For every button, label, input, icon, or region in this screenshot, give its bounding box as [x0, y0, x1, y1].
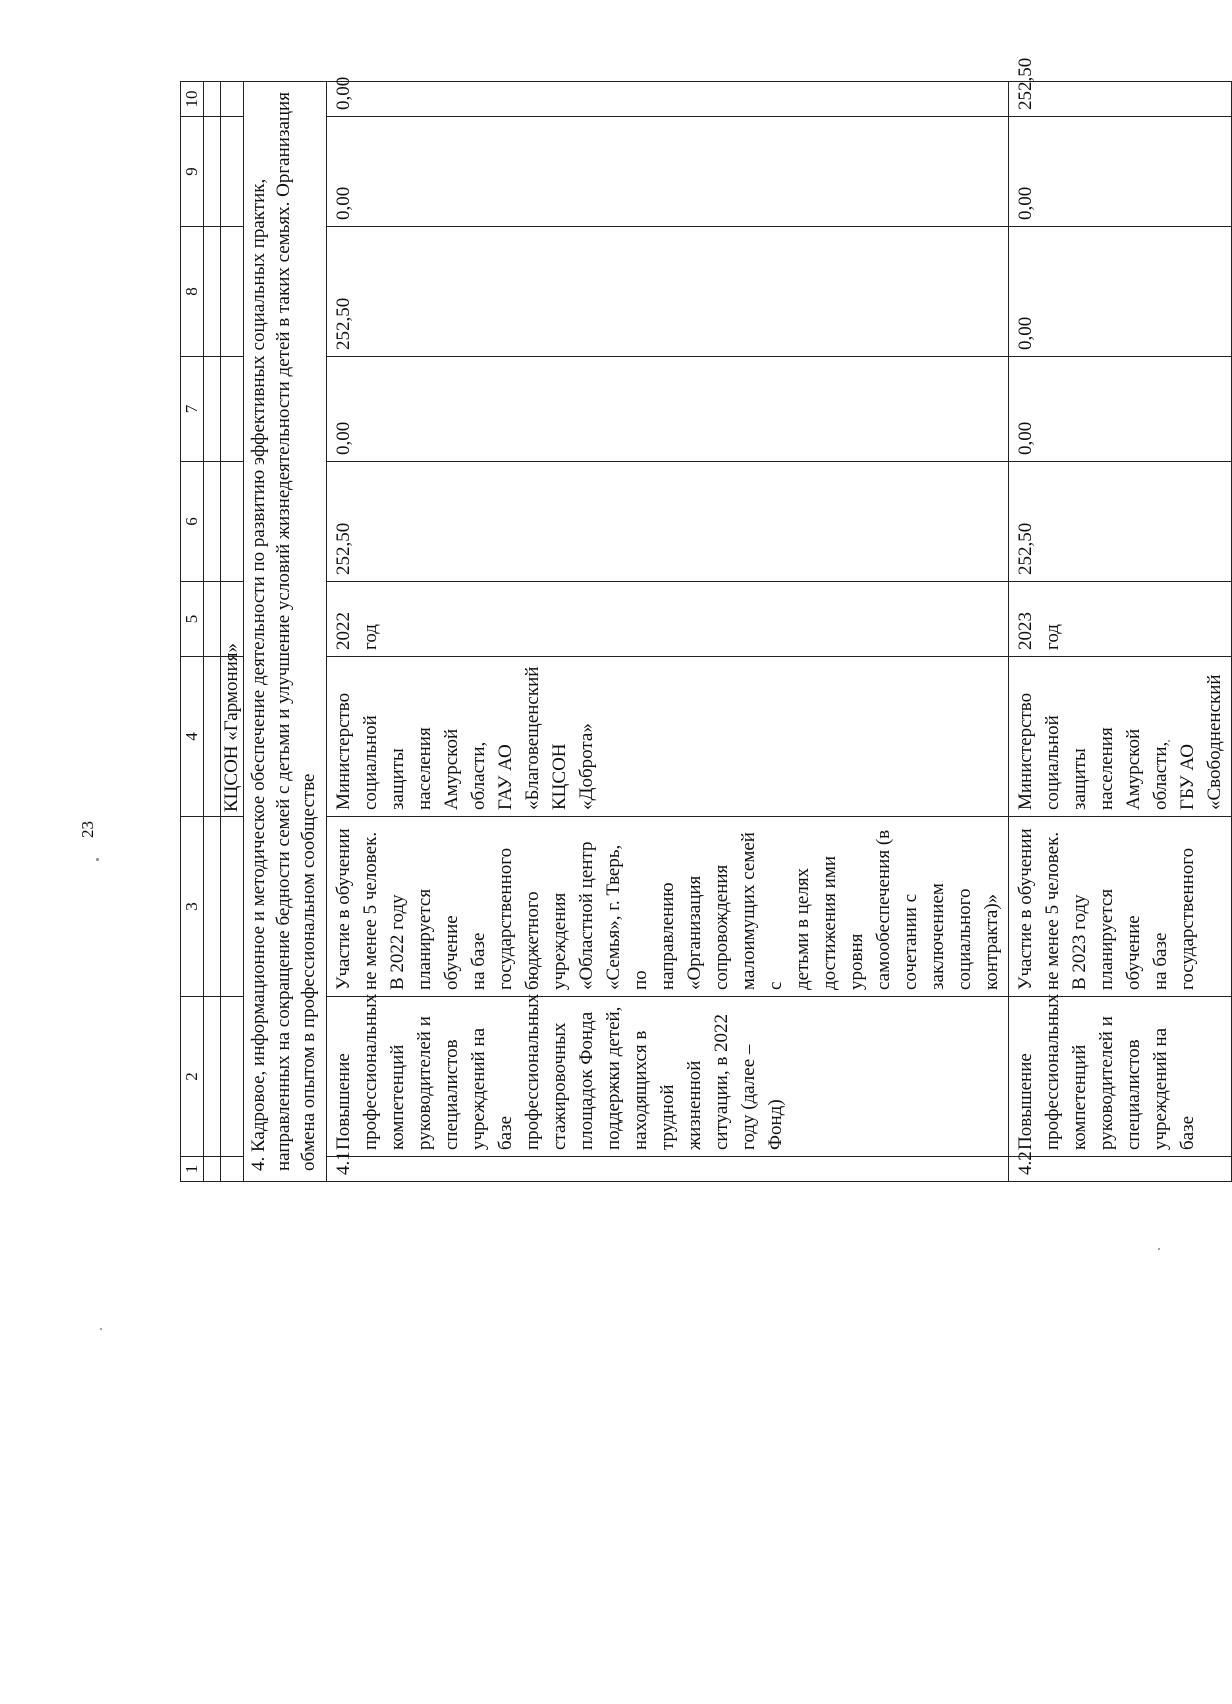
blank-cell — [221, 117, 244, 227]
org-continuation: КЦСОН «Гармония» — [221, 657, 244, 817]
amount-col7: 0,00 — [327, 357, 1009, 462]
measure-name: Повышение профессиональных компетенций руководителей и специалистов учреждений на базе профессиональных стажировочных площадок Фонда поддержки детей, находящихся в трудной жизненной ситуации, в 2022 году (далее – Фонд) — [327, 997, 1009, 1157]
blank-cell — [221, 82, 244, 117]
blank-cell — [221, 817, 244, 997]
executor: Министерство социальной защиты населения Амурской области, ГБУ АО «Свободненский — [1009, 657, 1232, 817]
blank-cell — [221, 1157, 244, 1182]
amount-col9: 0,00 — [1009, 117, 1232, 227]
amount-col8: 252,50 — [327, 227, 1009, 357]
column-number: 6 — [181, 462, 204, 582]
continuation-row — [221, 82, 244, 1182]
scan-speck — [1168, 740, 1170, 742]
table-row — [327, 82, 1009, 1182]
column-number: 4 — [181, 657, 204, 817]
measure-name: Повышение профессиональных компетенций руководителей и специалистов учреждений на базе — [1009, 997, 1232, 1157]
column-number-row — [181, 82, 204, 1182]
amount-col7: 0,00 — [1009, 357, 1232, 462]
blank-cell — [204, 582, 221, 657]
blank-cell — [204, 462, 221, 582]
amount-col10: 0,00 — [327, 82, 1009, 117]
expected-result: Участие в обучении не менее 5 человек. В 2022 году планируется обучение на базе государственного бюджетного учреждения «Областной центр «Семья», г. Тверь, по направлению «Организация сопровождения малоимущих семей с детьми в целях достижения ими уровня самообеспечения (в сочетании с заключением социального контракта)» — [327, 817, 1009, 997]
amount-total: 252,50 — [1009, 462, 1232, 582]
column-number: 5 — [181, 582, 204, 657]
blank-cell — [204, 1157, 221, 1182]
scan-speck — [1158, 1248, 1160, 1250]
column-number: 7 — [181, 357, 204, 462]
column-number: 1 — [181, 1157, 204, 1182]
scan-speck — [100, 1328, 102, 1330]
blank-cell — [204, 357, 221, 462]
row-number: 4.2 — [1009, 1157, 1232, 1182]
column-number: 2 — [181, 997, 204, 1157]
program-table-container — [180, 57, 1225, 1182]
table-row — [1009, 82, 1232, 1182]
blank-cell — [221, 462, 244, 582]
blank-row — [204, 82, 221, 1182]
blank-cell — [204, 227, 221, 357]
amount-col8: 0,00 — [1009, 227, 1232, 357]
blank-cell — [204, 82, 221, 117]
amount-col10: 252,50 — [1009, 82, 1232, 117]
executor: Министерство социальной защиты населения Амурской области, ГАУ АО «Благовещенский КЦСОН «Доброта» — [327, 657, 1009, 817]
blank-cell — [221, 227, 244, 357]
amount-total: 252,50 — [327, 462, 1009, 582]
blank-cell — [204, 997, 221, 1157]
row-number: 4.1 — [327, 1157, 1009, 1182]
blank-cell — [204, 117, 221, 227]
section-heading: 4. Кадровое, информационное и методическое обеспечение деятельности по развитию эффективных социальных практик, направленных на сокращение бедности семей с детьми и улучшение условий жизнедеятельности детей в таких семьях. Организация обмена опытом в профессиональном сообществе — [244, 82, 327, 1182]
program-table — [180, 57, 1232, 1182]
year: 2023 год — [1009, 582, 1232, 657]
blank-cell — [204, 817, 221, 997]
scan-speck — [96, 858, 99, 861]
column-number: 3 — [181, 817, 204, 997]
section-heading-row — [244, 82, 327, 1182]
blank-cell — [204, 657, 221, 817]
column-number: 8 — [181, 227, 204, 357]
year: 2022 год — [327, 582, 1009, 657]
expected-result: Участие в обучении не менее 5 человек. В 2023 году планируется обучение на базе государственного — [1009, 817, 1232, 997]
amount-col9: 0,00 — [327, 117, 1009, 227]
column-number: 10 — [181, 82, 204, 117]
blank-cell — [221, 357, 244, 462]
blank-cell — [221, 997, 244, 1157]
page-number: 23 — [78, 821, 97, 838]
column-number: 9 — [181, 117, 204, 227]
